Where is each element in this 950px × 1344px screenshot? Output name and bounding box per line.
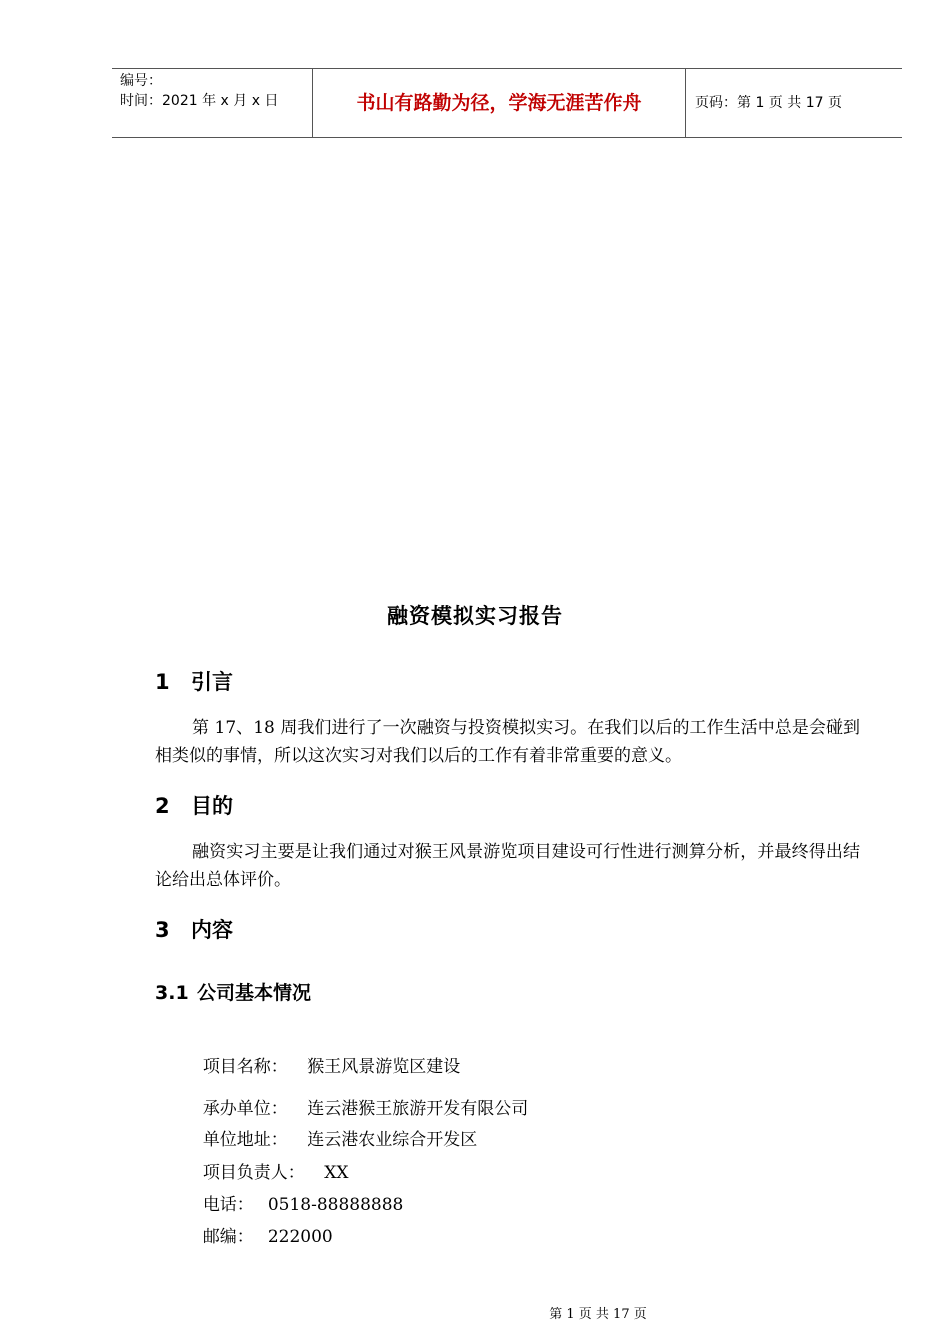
info-label: 电话： [202,1195,254,1215]
subsection-heading-3-1 [155,978,311,1005]
footer-page-number: 第 1 页 共 17 页 [549,1307,647,1322]
document-title: 融资模拟实习报告 [387,604,563,628]
section-number: 2 [155,794,170,818]
info-value: 连云港猴王旅游开发有限公司 [301,1099,529,1119]
page-footer [0,1303,950,1322]
info-line-postcode [192,1195,333,1251]
section-number: 1 [155,670,170,694]
page-header [112,68,902,138]
header-page-label: 页码：第 1 页 共 17 页 [695,95,842,111]
info-value: XX [318,1163,349,1183]
header-motto: 书山有路勤为径，学海无涯苦作舟 [313,69,686,137]
section-title: 内容 [191,918,233,942]
section-heading-3 [155,914,233,944]
info-value: 连云港农业综合开发区 [301,1130,478,1150]
subsection-number: 3.1 [155,982,189,1004]
section-1-paragraph: 第 17、18 周我们进行了一次融资与投资模拟实习。在我们以后的工作生活中总是会碰到相类似的事情，所以这次实习对我们以后的工作有着非常重要的意义。 [155,718,860,766]
section-heading-2 [155,790,233,820]
subsection-title: 公司基本情况 [197,982,312,1004]
info-label: 邮编： [202,1227,254,1247]
section-heading-1 [155,666,233,696]
info-label: 项目负责人： [202,1163,305,1183]
info-label: 项目名称： [202,1057,288,1077]
header-number-label: 编号： [120,73,162,89]
info-label: 承办单位： [202,1099,288,1119]
section-title: 引言 [191,670,233,694]
info-label: 单位地址： [202,1130,288,1150]
info-value: 0518-88888888 [267,1195,404,1215]
section-title: 目的 [191,794,233,818]
section-number: 3 [155,918,170,942]
header-left-cell [112,69,313,137]
header-time-label: 时间：2021 年 x 月 x 日 [120,93,279,109]
section-2-paragraph: 融资实习主要是让我们通过对猴王风景游览项目建设可行性进行测算分析，并最终得出结论给出总体评价。 [155,842,860,890]
info-value: 222000 [267,1227,333,1247]
info-value: 猴王风景游览区建设 [301,1057,461,1077]
